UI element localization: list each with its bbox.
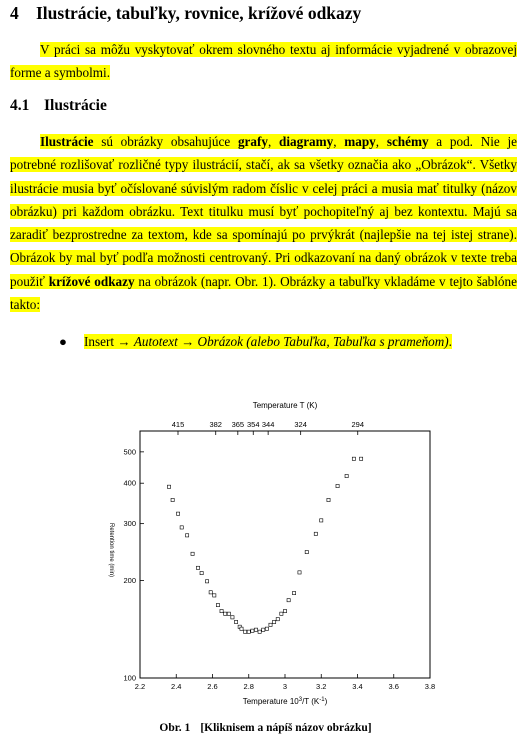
top-tick-label: 415 <box>171 420 185 429</box>
y-axis-label: Retention time (min) <box>108 522 114 578</box>
data-point <box>276 618 279 621</box>
section-title: Ilustrácie <box>44 97 107 114</box>
data-point <box>298 571 301 574</box>
data-point <box>205 580 208 583</box>
arrow-icon: → <box>181 334 195 349</box>
data-point <box>283 609 286 612</box>
bullet-dot-icon: ● <box>59 334 67 349</box>
top-tick-label: 344 <box>261 420 275 429</box>
data-point <box>269 623 272 626</box>
data-point <box>186 534 189 537</box>
data-point <box>258 630 261 633</box>
figure-1 <box>70 393 450 718</box>
section-heading <box>10 97 107 115</box>
data-point <box>171 498 174 501</box>
caption-number: Obr. 1 <box>159 722 191 734</box>
top-tick-label: 354 <box>246 420 260 429</box>
y-tick-label: 500 <box>123 447 136 457</box>
data-point <box>231 616 234 619</box>
data-point <box>240 627 243 630</box>
data-point <box>280 612 283 615</box>
text-segment: , <box>267 134 280 149</box>
x-tick-label: 3 <box>282 682 288 691</box>
term-grafy: grafy <box>237 134 268 149</box>
term-mapy: mapy <box>344 134 376 149</box>
data-point <box>262 628 265 631</box>
term-krizove-odkazy: krížové odkazy <box>48 273 135 289</box>
data-point <box>287 599 290 602</box>
data-point <box>251 629 254 632</box>
data-point <box>209 591 212 594</box>
top-tick-label: 382 <box>209 420 222 429</box>
intro-text: V práci sa môžu vyskytovať okrem slovného textu aj informácie vyjadrené v obrazovej forme a symbolmi. <box>10 42 517 81</box>
data-point <box>314 532 317 535</box>
arrow-icon: → <box>117 334 131 349</box>
menu-obrazok: Obrázok (alebo Tabuľka, Tabuľka s prameňom) <box>197 334 449 349</box>
text-segment: . <box>448 334 452 349</box>
top-tick-label: 324 <box>294 420 307 429</box>
caption-text[interactable]: [Kliknisem a nápíš názov obrázku] <box>200 722 372 734</box>
data-point <box>254 628 257 631</box>
text-segment: . Obrázky a tabuľky vkladáme v tejto šablóne takto: <box>10 273 517 313</box>
plot-frame <box>140 431 430 678</box>
figure-caption <box>0 722 531 734</box>
x-tick-label: 2.4 <box>171 682 182 691</box>
retention-chart <box>70 393 450 713</box>
data-point <box>200 571 203 574</box>
x-tick-label: 2.6 <box>207 682 218 691</box>
data-point <box>167 485 170 488</box>
data-point <box>224 612 227 615</box>
data-point <box>216 604 219 607</box>
x-axis-label: Temperature $10^3/T$ $(K^{-1})$ <box>242 697 328 706</box>
text-segment: na obrázok (napr. Obr. 1) <box>134 273 273 289</box>
x-axis-ticks <box>135 674 435 691</box>
text-segment: , <box>333 134 345 149</box>
term-ilustracie: Ilustrácie <box>40 134 94 149</box>
data-point <box>191 552 194 555</box>
illustrations-paragraph <box>10 130 517 316</box>
text-segment: a pod. Nie je potrebné rozlišovať rozličné typy ilustrácií, stačí, ak sa všetky označia ako „Obrázok“. Všetky ilustrácie musia byť očíslované súvislým radom číslic v celej práci a musia mať titulky (názov obrázku) pri každom obrázku. Text titulku musí byť pochopiteľný aj bez kontextu. Majú sa zaradiť bezprostredne za textom, kde sa spomínajú po prvýkrát (najlepšie na tej istej strane). Obrázok by mal byť podľa možnosti centrovaný. Pri odkazovaní na daný obrázok v texte treba použiť <box>10 134 517 289</box>
data-point <box>305 550 308 553</box>
top-tick-label: 365 <box>231 420 245 429</box>
data-point <box>247 630 250 633</box>
data-point <box>292 591 295 594</box>
data-point <box>244 630 247 633</box>
data-point <box>213 594 216 597</box>
insert-instruction-bullet <box>60 332 452 352</box>
data-points <box>167 457 362 633</box>
data-point <box>220 609 223 612</box>
x-tick-label: 3.4 <box>352 682 363 691</box>
data-point <box>336 484 339 487</box>
data-point <box>352 457 355 460</box>
data-point <box>176 512 179 515</box>
y-axis-ticks <box>123 447 144 682</box>
text-segment: , <box>375 134 387 149</box>
x-tick-label: 3.6 <box>388 682 399 691</box>
data-point <box>227 612 230 615</box>
y-tick-label: 100 <box>123 673 136 683</box>
data-point <box>196 566 199 569</box>
chapter-number: 4 <box>10 3 19 23</box>
top-axis-ticks <box>172 420 364 435</box>
y-tick-label: 300 <box>123 519 136 529</box>
data-point <box>320 519 323 522</box>
x-tick-label: 3.2 <box>316 682 327 691</box>
intro-paragraph <box>10 38 517 85</box>
text-segment: sú obrázky obsahujúce <box>93 134 238 149</box>
data-point <box>265 627 268 630</box>
menu-autotext: Autotext <box>133 334 178 349</box>
y-tick-label: 400 <box>123 478 136 488</box>
x-tick-label: 3.8 <box>424 682 436 691</box>
x-tick-label: 2.8 <box>243 682 254 691</box>
data-point <box>234 620 237 623</box>
chapter-heading <box>10 3 361 24</box>
term-schemy: schémy <box>386 134 429 149</box>
section-number: 4.1 <box>10 97 30 114</box>
y-tick-label: 200 <box>123 576 136 586</box>
data-point <box>180 526 183 529</box>
data-point <box>273 620 276 623</box>
top-axis-label: Temperature T (K) <box>252 401 318 410</box>
data-point <box>345 474 348 477</box>
menu-insert: Insert <box>84 334 115 349</box>
top-tick-label: 294 <box>351 420 365 429</box>
data-point <box>360 457 363 460</box>
term-diagramy: diagramy <box>279 134 334 149</box>
data-point <box>327 498 330 501</box>
chapter-title: Ilustrácie, tabuľky, rovnice, krížové odkazy <box>36 3 362 23</box>
x-tick-label: 2.2 <box>134 682 146 691</box>
